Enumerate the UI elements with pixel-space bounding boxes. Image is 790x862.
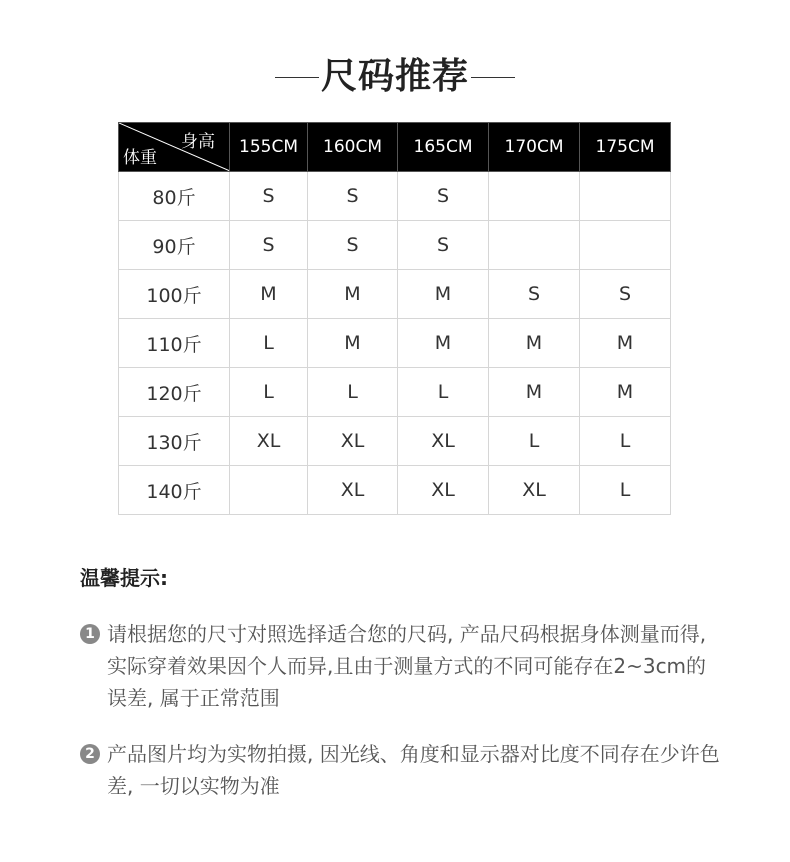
title-line-right	[471, 77, 515, 78]
size-cell: M	[308, 270, 398, 319]
tip-text: 请根据您的尺寸对照选择适合您的尺码, 产品尺码根据身体测量而得, 实际穿着效果因个人而异,且由于测量方式的不同可能存在2~3cm的误差, 属于正常范围	[107, 622, 707, 710]
size-cell: L	[398, 368, 489, 417]
size-cell: XL	[230, 417, 308, 466]
title-bar	[0, 52, 790, 102]
size-cell	[580, 221, 671, 270]
weight-cell: 140斤	[119, 466, 230, 515]
weight-cell: 120斤	[119, 368, 230, 417]
height-header-cell: 160CM	[308, 123, 398, 172]
size-cell: XL	[398, 417, 489, 466]
size-cell: M	[398, 270, 489, 319]
size-cell: L	[489, 417, 580, 466]
size-cell: S	[398, 172, 489, 221]
height-header-cell: 165CM	[398, 123, 489, 172]
height-header-cell: 175CM	[580, 123, 671, 172]
title-line-left	[275, 77, 319, 78]
size-cell: M	[489, 368, 580, 417]
size-table	[118, 122, 671, 515]
tips-heading: 温馨提示:	[80, 566, 168, 590]
size-cell: S	[580, 270, 671, 319]
tip-item	[80, 738, 720, 802]
size-cell	[489, 172, 580, 221]
size-cell: M	[580, 368, 671, 417]
page-title: 尺码推荐	[320, 56, 469, 97]
size-cell: S	[398, 221, 489, 270]
size-cell: M	[308, 319, 398, 368]
size-cell: XL	[398, 466, 489, 515]
weight-cell: 90斤	[119, 221, 230, 270]
size-cell: M	[398, 319, 489, 368]
size-cell: XL	[489, 466, 580, 515]
size-cell: M	[230, 270, 308, 319]
size-cell: L	[230, 319, 308, 368]
table-row	[119, 221, 671, 270]
weight-cell: 80斤	[119, 172, 230, 221]
size-cell: XL	[308, 417, 398, 466]
table-row	[119, 319, 671, 368]
weight-cell: 110斤	[119, 319, 230, 368]
height-header-cell: 170CM	[489, 123, 580, 172]
size-cell	[489, 221, 580, 270]
size-cell	[230, 466, 308, 515]
size-cell: L	[580, 417, 671, 466]
weight-cell: 130斤	[119, 417, 230, 466]
table-row	[119, 270, 671, 319]
number-two-icon: 2	[80, 744, 100, 764]
size-cell: M	[489, 319, 580, 368]
weight-axis-label: 体重	[123, 148, 157, 168]
size-cell: S	[230, 221, 308, 270]
size-cell: S	[308, 221, 398, 270]
size-cell: S	[489, 270, 580, 319]
tip-text: 产品图片均为实物拍摄, 因光线、角度和显示器对比度不同存在少许色差, 一切以实物为准	[107, 742, 720, 798]
height-header-cell: 155CM	[230, 123, 308, 172]
size-cell: L	[308, 368, 398, 417]
table-row	[119, 368, 671, 417]
table-row	[119, 466, 671, 515]
size-cell: S	[308, 172, 398, 221]
size-cell: L	[580, 466, 671, 515]
height-axis-label: 身高	[181, 132, 215, 152]
tip-item	[80, 618, 720, 714]
number-one-icon: 1	[80, 624, 100, 644]
table-header-row	[119, 123, 671, 172]
weight-cell: 100斤	[119, 270, 230, 319]
corner-header-cell	[119, 123, 230, 172]
size-cell: XL	[308, 466, 398, 515]
table-row	[119, 172, 671, 221]
size-cell: S	[230, 172, 308, 221]
table-row	[119, 417, 671, 466]
size-cell: L	[230, 368, 308, 417]
size-cell: M	[580, 319, 671, 368]
size-cell	[580, 172, 671, 221]
